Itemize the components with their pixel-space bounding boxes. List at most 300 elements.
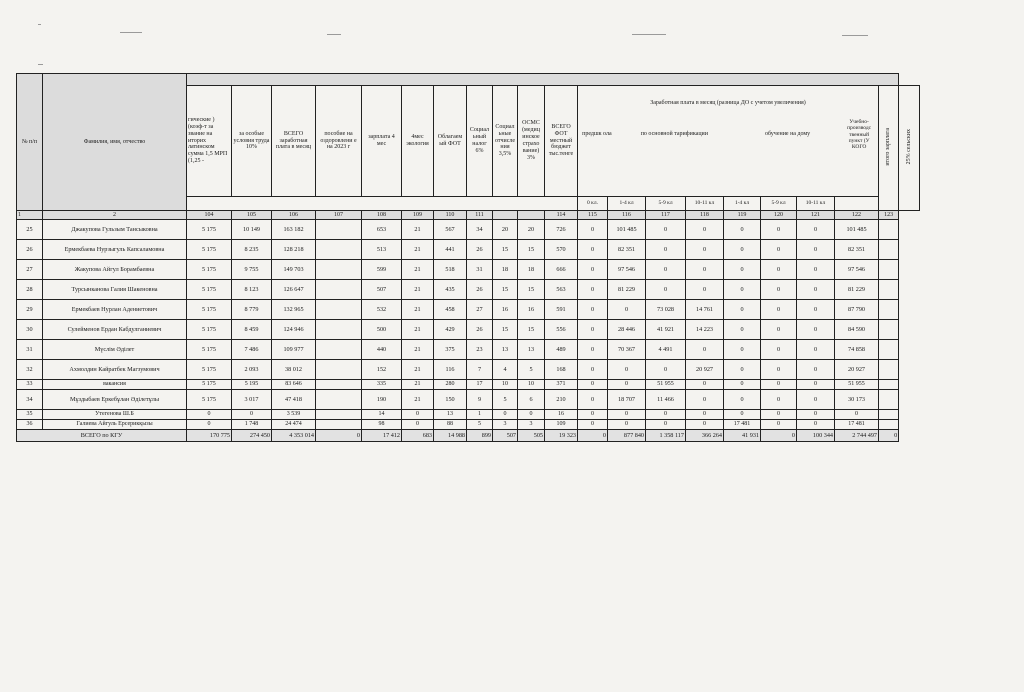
cell-c115: 0 bbox=[578, 340, 608, 360]
row-name: Ахмолдин Кайратбек Магзумович bbox=[43, 360, 187, 380]
col-total-salary-header bbox=[272, 86, 316, 197]
column-number-cell: 119 bbox=[724, 211, 761, 220]
cell-c121: 0 bbox=[797, 280, 835, 300]
cell-c116: 97 546 bbox=[608, 260, 646, 280]
cell-c123 bbox=[879, 340, 899, 360]
col-rural-header bbox=[899, 86, 920, 211]
column-number-cell bbox=[493, 211, 518, 220]
total-c121: 100 344 bbox=[797, 430, 835, 442]
col-taxable-label: Облагаем ый ФОТ bbox=[437, 134, 463, 147]
cell-c114: 371 bbox=[545, 380, 578, 390]
cell-c113: 15 bbox=[518, 280, 545, 300]
total-c106: 4 353 014 bbox=[272, 430, 316, 442]
table-row bbox=[17, 260, 920, 280]
cell-c119: 0 bbox=[724, 340, 761, 360]
cell-c105: 8 235 bbox=[232, 240, 272, 260]
sub-0-header bbox=[578, 197, 608, 211]
column-number-cell: 106 bbox=[272, 211, 316, 220]
cell-c108: 440 bbox=[362, 340, 402, 360]
cell-c120: 0 bbox=[761, 410, 797, 420]
cell-c109: 21 bbox=[402, 380, 434, 390]
table-row bbox=[17, 410, 920, 420]
cell-c112: 10 bbox=[493, 380, 518, 390]
cell-c112: 20 bbox=[493, 220, 518, 240]
cell-c123 bbox=[879, 390, 899, 410]
cell-c122: 87 790 bbox=[835, 300, 879, 320]
cell-c123 bbox=[879, 360, 899, 380]
col-home-group-label: обучение на дому bbox=[764, 131, 811, 138]
cell-c110: 375 bbox=[434, 340, 467, 360]
column-number-cell: 116 bbox=[608, 211, 646, 220]
cell-c109: 21 bbox=[402, 280, 434, 300]
cell-c111: 26 bbox=[467, 280, 493, 300]
column-number-cell: 123 bbox=[879, 211, 899, 220]
cell-c113: 13 bbox=[518, 340, 545, 360]
col-coef-header bbox=[187, 86, 232, 197]
cell-c118: 0 bbox=[686, 340, 724, 360]
cell-c111: 5 bbox=[467, 420, 493, 430]
table-row bbox=[17, 340, 920, 360]
cell-c105: 0 bbox=[232, 410, 272, 420]
column-number-cell bbox=[518, 211, 545, 220]
cell-c121: 0 bbox=[797, 220, 835, 240]
table-row bbox=[17, 320, 920, 340]
total-c122: 2 744 497 bbox=[835, 430, 879, 442]
cell-c120: 0 bbox=[761, 360, 797, 380]
cell-c118: 0 bbox=[686, 390, 724, 410]
table-body bbox=[17, 220, 920, 442]
col-rural-label: 25% сельских bbox=[905, 128, 912, 165]
cell-c120: 0 bbox=[761, 420, 797, 430]
col-social-tax-label: Социал ьный налог 6% bbox=[469, 127, 490, 154]
cell-c105: 8 459 bbox=[232, 320, 272, 340]
cell-c113: 3 bbox=[518, 420, 545, 430]
col-taxable-header bbox=[434, 86, 467, 197]
total-c120: 0 bbox=[761, 430, 797, 442]
column-number-cell: 121 bbox=[797, 211, 835, 220]
monthly-subgroup-table bbox=[579, 119, 877, 151]
row-name: Галиева Айгуль Ерсерикқызы bbox=[43, 420, 187, 430]
cell-c104: 5 175 bbox=[187, 380, 232, 390]
sub-5-9-header bbox=[646, 197, 686, 211]
cell-c119: 0 bbox=[724, 220, 761, 240]
cell-c109: 21 bbox=[402, 360, 434, 380]
cell-c115: 0 bbox=[578, 390, 608, 410]
cell-c109: 21 bbox=[402, 320, 434, 340]
column-number-cell: 118 bbox=[686, 211, 724, 220]
cell-c120: 0 bbox=[761, 380, 797, 390]
sub-10-11-label: 10-11 кл bbox=[694, 200, 715, 207]
column-number-cell: 111 bbox=[467, 211, 493, 220]
cell-c121: 0 bbox=[797, 320, 835, 340]
cell-c104: 5 175 bbox=[187, 240, 232, 260]
column-number-cell: 115 bbox=[578, 211, 608, 220]
cell-c119: 0 bbox=[724, 410, 761, 420]
row-number: 31 bbox=[17, 340, 43, 360]
total-c111: 899 bbox=[467, 430, 493, 442]
total-c115: 0 bbox=[578, 430, 608, 442]
cell-c123 bbox=[879, 420, 899, 430]
total-c109: 683 bbox=[402, 430, 434, 442]
row-name: Сулейменов Ердан Кабдулганиевич bbox=[43, 320, 187, 340]
cell-c116: 0 bbox=[608, 380, 646, 390]
cell-c112: 16 bbox=[493, 300, 518, 320]
cell-c112: 15 bbox=[493, 320, 518, 340]
total-c116: 877 840 bbox=[608, 430, 646, 442]
cell-c108: 507 bbox=[362, 280, 402, 300]
col-special-label: за особые условия труда 10% bbox=[233, 130, 270, 151]
cell-c116: 28 446 bbox=[608, 320, 646, 340]
cell-c123 bbox=[879, 380, 899, 390]
col-eco4-label: 4мес экология bbox=[406, 134, 429, 147]
cell-c110: 150 bbox=[434, 390, 467, 410]
cell-c113: 10 bbox=[518, 380, 545, 390]
cell-c121: 0 bbox=[797, 410, 835, 420]
cell-c109: 0 bbox=[402, 410, 434, 420]
cell-c120: 0 bbox=[761, 280, 797, 300]
row-name: Мүслім Әділет bbox=[43, 340, 187, 360]
cell-c111: 9 bbox=[467, 390, 493, 410]
cell-c106: 149 703 bbox=[272, 260, 316, 280]
row-number: 34 bbox=[17, 390, 43, 410]
cell-c119: 0 bbox=[724, 360, 761, 380]
row-name: Мұздыбаев Еркебұлан Әділетұлы bbox=[43, 390, 187, 410]
cell-c106: 128 218 bbox=[272, 240, 316, 260]
cell-c107 bbox=[316, 240, 362, 260]
sub-h5-9-label: 5-9 кл bbox=[771, 200, 786, 207]
row-number: 35 bbox=[17, 410, 43, 420]
cell-c114: 210 bbox=[545, 390, 578, 410]
cell-c116: 70 367 bbox=[608, 340, 646, 360]
cell-c114: 16 bbox=[545, 410, 578, 420]
cell-c109: 21 bbox=[402, 390, 434, 410]
col-total-fot-header bbox=[545, 86, 578, 197]
cell-c116: 0 bbox=[608, 360, 646, 380]
cell-c114: 591 bbox=[545, 300, 578, 320]
header-sub-spacer bbox=[187, 197, 578, 211]
cell-c104: 0 bbox=[187, 420, 232, 430]
cell-c111: 34 bbox=[467, 220, 493, 240]
cell-c118: 20 927 bbox=[686, 360, 724, 380]
row-name: Джакупова Гульзым Тансыковна bbox=[43, 220, 187, 240]
row-name: вакансия bbox=[43, 380, 187, 390]
row-number: 26 bbox=[17, 240, 43, 260]
cell-c117: 0 bbox=[646, 280, 686, 300]
cell-c118: 0 bbox=[686, 380, 724, 390]
col-total-pay-label: итого зарплата bbox=[885, 127, 892, 166]
cell-c116: 0 bbox=[608, 410, 646, 420]
cell-c115: 0 bbox=[578, 220, 608, 240]
cell-c109: 21 bbox=[402, 260, 434, 280]
table-row bbox=[17, 240, 920, 260]
cell-c118: 0 bbox=[686, 220, 724, 240]
cell-c120: 0 bbox=[761, 320, 797, 340]
cell-c123 bbox=[879, 300, 899, 320]
row-number: 25 bbox=[17, 220, 43, 240]
cell-c114: 109 bbox=[545, 420, 578, 430]
column-number-cell: 105 bbox=[232, 211, 272, 220]
cell-c105: 7 486 bbox=[232, 340, 272, 360]
col-eco4-header bbox=[402, 86, 434, 197]
cell-c112: 4 bbox=[493, 360, 518, 380]
sub-5-9-label: 5-9 кл bbox=[658, 200, 673, 207]
total-c105: 274 450 bbox=[232, 430, 272, 442]
cell-c117: 0 bbox=[646, 360, 686, 380]
cell-c108: 532 bbox=[362, 300, 402, 320]
cell-c115: 0 bbox=[578, 380, 608, 390]
cell-c108: 152 bbox=[362, 360, 402, 380]
cell-c106: 124 946 bbox=[272, 320, 316, 340]
cell-c120: 0 bbox=[761, 260, 797, 280]
cell-c117: 4 491 bbox=[646, 340, 686, 360]
cell-c105: 5 195 bbox=[232, 380, 272, 390]
cell-c117: 51 955 bbox=[646, 380, 686, 390]
cell-c111: 17 bbox=[467, 380, 493, 390]
table-row bbox=[17, 220, 920, 240]
table-row bbox=[17, 280, 920, 300]
col-total-fot-label: ВСЕГО ФОТ местный бюджет тыс.тенге bbox=[548, 123, 574, 158]
cell-c110: 116 bbox=[434, 360, 467, 380]
cell-c119: 17 481 bbox=[724, 420, 761, 430]
cell-c118: 0 bbox=[686, 420, 724, 430]
cell-c110: 441 bbox=[434, 240, 467, 260]
cell-c108: 599 bbox=[362, 260, 402, 280]
cell-c119: 0 bbox=[724, 380, 761, 390]
cell-c107 bbox=[316, 280, 362, 300]
cell-c121: 0 bbox=[797, 300, 835, 320]
col-tariff-group-header bbox=[615, 119, 734, 151]
col-total-salary-label: ВСЕГО заработная плата в месяц bbox=[275, 130, 312, 151]
table-row bbox=[17, 380, 920, 390]
cell-c110: 567 bbox=[434, 220, 467, 240]
payroll-table bbox=[16, 73, 920, 442]
cell-c104: 5 175 bbox=[187, 220, 232, 240]
column-number-cell: 117 bbox=[646, 211, 686, 220]
column-number-row bbox=[17, 211, 920, 220]
col-osms-header bbox=[518, 86, 545, 197]
cell-c112: 18 bbox=[493, 260, 518, 280]
cell-c120: 0 bbox=[761, 240, 797, 260]
cell-c114: 666 bbox=[545, 260, 578, 280]
col-allowance-label: пособие на оздоровлени е на 2023 г bbox=[320, 130, 357, 151]
cell-c111: 26 bbox=[467, 320, 493, 340]
cell-c111: 7 bbox=[467, 360, 493, 380]
cell-c109: 21 bbox=[402, 240, 434, 260]
cell-c118: 0 bbox=[686, 240, 724, 260]
cell-c108: 653 bbox=[362, 220, 402, 240]
cell-c110: 13 bbox=[434, 410, 467, 420]
row-number: 29 bbox=[17, 300, 43, 320]
total-c108: 17 412 bbox=[362, 430, 402, 442]
cell-c119: 0 bbox=[724, 260, 761, 280]
col-salary4-header bbox=[362, 86, 402, 197]
row-number: 36 bbox=[17, 420, 43, 430]
cell-c114: 489 bbox=[545, 340, 578, 360]
cell-c107 bbox=[316, 380, 362, 390]
cell-c117: 11 466 bbox=[646, 390, 686, 410]
header-band bbox=[17, 74, 920, 86]
cell-c122: 81 229 bbox=[835, 280, 879, 300]
cell-c107 bbox=[316, 420, 362, 430]
cell-c113: 15 bbox=[518, 320, 545, 340]
col-monthly-group-label: Заработная плата в месяц (разница ДО с учетом увеличения) bbox=[650, 100, 806, 106]
cell-c116: 18 707 bbox=[608, 390, 646, 410]
row-number: 27 bbox=[17, 260, 43, 280]
cell-c117: 0 bbox=[646, 260, 686, 280]
column-number-cell: 120 bbox=[761, 211, 797, 220]
cell-c115: 0 bbox=[578, 260, 608, 280]
cell-c121: 0 bbox=[797, 340, 835, 360]
column-number-cell: 1 bbox=[17, 211, 43, 220]
col-name-header bbox=[43, 74, 187, 211]
sub-1-4-header bbox=[608, 197, 646, 211]
total-c117: 1 358 117 bbox=[646, 430, 686, 442]
cell-c119: 0 bbox=[724, 390, 761, 410]
cell-c120: 0 bbox=[761, 390, 797, 410]
sub-10-11-header bbox=[686, 197, 724, 211]
table-row bbox=[17, 360, 920, 380]
cell-c120: 0 bbox=[761, 220, 797, 240]
cell-c112: 15 bbox=[493, 240, 518, 260]
cell-c105: 8 123 bbox=[232, 280, 272, 300]
cell-c108: 98 bbox=[362, 420, 402, 430]
cell-c121: 0 bbox=[797, 390, 835, 410]
cell-c123 bbox=[879, 320, 899, 340]
cell-c120: 0 bbox=[761, 300, 797, 320]
cell-c104: 5 175 bbox=[187, 320, 232, 340]
cell-c116: 101 485 bbox=[608, 220, 646, 240]
cell-c109: 0 bbox=[402, 420, 434, 430]
row-name: Турсынканова Галия Шакеновна bbox=[43, 280, 187, 300]
column-number-cell: 2 bbox=[43, 211, 187, 220]
cell-c122: 74 858 bbox=[835, 340, 879, 360]
cell-c106: 47 418 bbox=[272, 390, 316, 410]
cell-c111: 1 bbox=[467, 410, 493, 420]
cell-c105: 3 017 bbox=[232, 390, 272, 410]
cell-c113: 5 bbox=[518, 360, 545, 380]
cell-c117: 0 bbox=[646, 240, 686, 260]
cell-c123 bbox=[879, 410, 899, 420]
cell-c113: 6 bbox=[518, 390, 545, 410]
cell-c121: 0 bbox=[797, 380, 835, 390]
cell-c104: 5 175 bbox=[187, 340, 232, 360]
row-number: 32 bbox=[17, 360, 43, 380]
cell-c115: 0 bbox=[578, 240, 608, 260]
cell-c118: 0 bbox=[686, 260, 724, 280]
cell-c111: 26 bbox=[467, 240, 493, 260]
cell-c108: 500 bbox=[362, 320, 402, 340]
column-number-cell: 107 bbox=[316, 211, 362, 220]
sub-region-10-11-label: 10-11 кл bbox=[805, 200, 826, 207]
cell-c115: 0 bbox=[578, 410, 608, 420]
cell-c110: 429 bbox=[434, 320, 467, 340]
cell-c109: 21 bbox=[402, 220, 434, 240]
cell-c122: 30 173 bbox=[835, 390, 879, 410]
cell-c111: 23 bbox=[467, 340, 493, 360]
total-c112: 507 bbox=[493, 430, 518, 442]
cell-c114: 168 bbox=[545, 360, 578, 380]
total-c118: 366 264 bbox=[686, 430, 724, 442]
total-c104: 170 775 bbox=[187, 430, 232, 442]
cell-c122: 97 546 bbox=[835, 260, 879, 280]
cell-c118: 14 223 bbox=[686, 320, 724, 340]
cell-c105: 1 748 bbox=[232, 420, 272, 430]
cell-c122: 101 485 bbox=[835, 220, 879, 240]
col-osms-label: ОСМС (медиц инское страхо вание) 3% bbox=[522, 120, 540, 161]
cell-c104: 5 175 bbox=[187, 280, 232, 300]
cell-c115: 0 bbox=[578, 280, 608, 300]
cell-c107 bbox=[316, 320, 362, 340]
row-number: 28 bbox=[17, 280, 43, 300]
cell-c123 bbox=[879, 260, 899, 280]
cell-c107 bbox=[316, 260, 362, 280]
cell-c115: 0 bbox=[578, 360, 608, 380]
column-number-cell: 109 bbox=[402, 211, 434, 220]
table-row bbox=[17, 300, 920, 320]
column-number-cell: 114 bbox=[545, 211, 578, 220]
col-monthly-group-header bbox=[578, 86, 879, 197]
row-name: Ермекбаева Нурзыгуль Капсаламовна bbox=[43, 240, 187, 260]
cell-c111: 31 bbox=[467, 260, 493, 280]
cell-c112: 15 bbox=[493, 280, 518, 300]
row-number: 33 bbox=[17, 380, 43, 390]
col-name-label: Фамилия, имя, отчество bbox=[83, 138, 146, 145]
header-band-strip bbox=[187, 74, 899, 86]
cell-c122: 17 481 bbox=[835, 420, 879, 430]
cell-c121: 0 bbox=[797, 260, 835, 280]
cell-c116: 82 351 bbox=[608, 240, 646, 260]
total-c123: 0 bbox=[879, 430, 899, 442]
cell-c119: 0 bbox=[724, 300, 761, 320]
cell-c107 bbox=[316, 410, 362, 420]
cell-c110: 435 bbox=[434, 280, 467, 300]
cell-c107 bbox=[316, 390, 362, 410]
cell-c118: 0 bbox=[686, 410, 724, 420]
cell-c106: 3 539 bbox=[272, 410, 316, 420]
cell-c106: 83 646 bbox=[272, 380, 316, 390]
column-number-cell: 122 bbox=[835, 211, 879, 220]
cell-c123 bbox=[879, 280, 899, 300]
cell-c106: 163 182 bbox=[272, 220, 316, 240]
cell-c112: 13 bbox=[493, 340, 518, 360]
cell-c117: 0 bbox=[646, 410, 686, 420]
cell-c118: 14 761 bbox=[686, 300, 724, 320]
cell-c116: 0 bbox=[608, 420, 646, 430]
col-total-pay-header bbox=[879, 86, 899, 211]
column-number-cell: 110 bbox=[434, 211, 467, 220]
col-preschool-label: предшк ола bbox=[582, 131, 612, 138]
col-preschool-header bbox=[579, 119, 615, 151]
sub-extra-header bbox=[835, 197, 879, 211]
cell-c122: 0 bbox=[835, 410, 879, 420]
col-tariff-group-label: по основной тарификации bbox=[640, 131, 708, 138]
cell-c107 bbox=[316, 340, 362, 360]
cell-c121: 0 bbox=[797, 420, 835, 430]
cell-c114: 726 bbox=[545, 220, 578, 240]
col-num-header bbox=[17, 74, 43, 211]
cell-c105: 8 779 bbox=[232, 300, 272, 320]
col-region-header bbox=[841, 119, 877, 151]
cell-c122: 82 351 bbox=[835, 240, 879, 260]
col-allowance-header bbox=[316, 86, 362, 197]
sub-region-10-11-header bbox=[797, 197, 835, 211]
cell-c112: 5 bbox=[493, 390, 518, 410]
col-social-tax-header bbox=[467, 86, 493, 197]
cell-c109: 21 bbox=[402, 300, 434, 320]
cell-c121: 0 bbox=[797, 360, 835, 380]
cell-c108: 513 bbox=[362, 240, 402, 260]
cell-c118: 0 bbox=[686, 280, 724, 300]
